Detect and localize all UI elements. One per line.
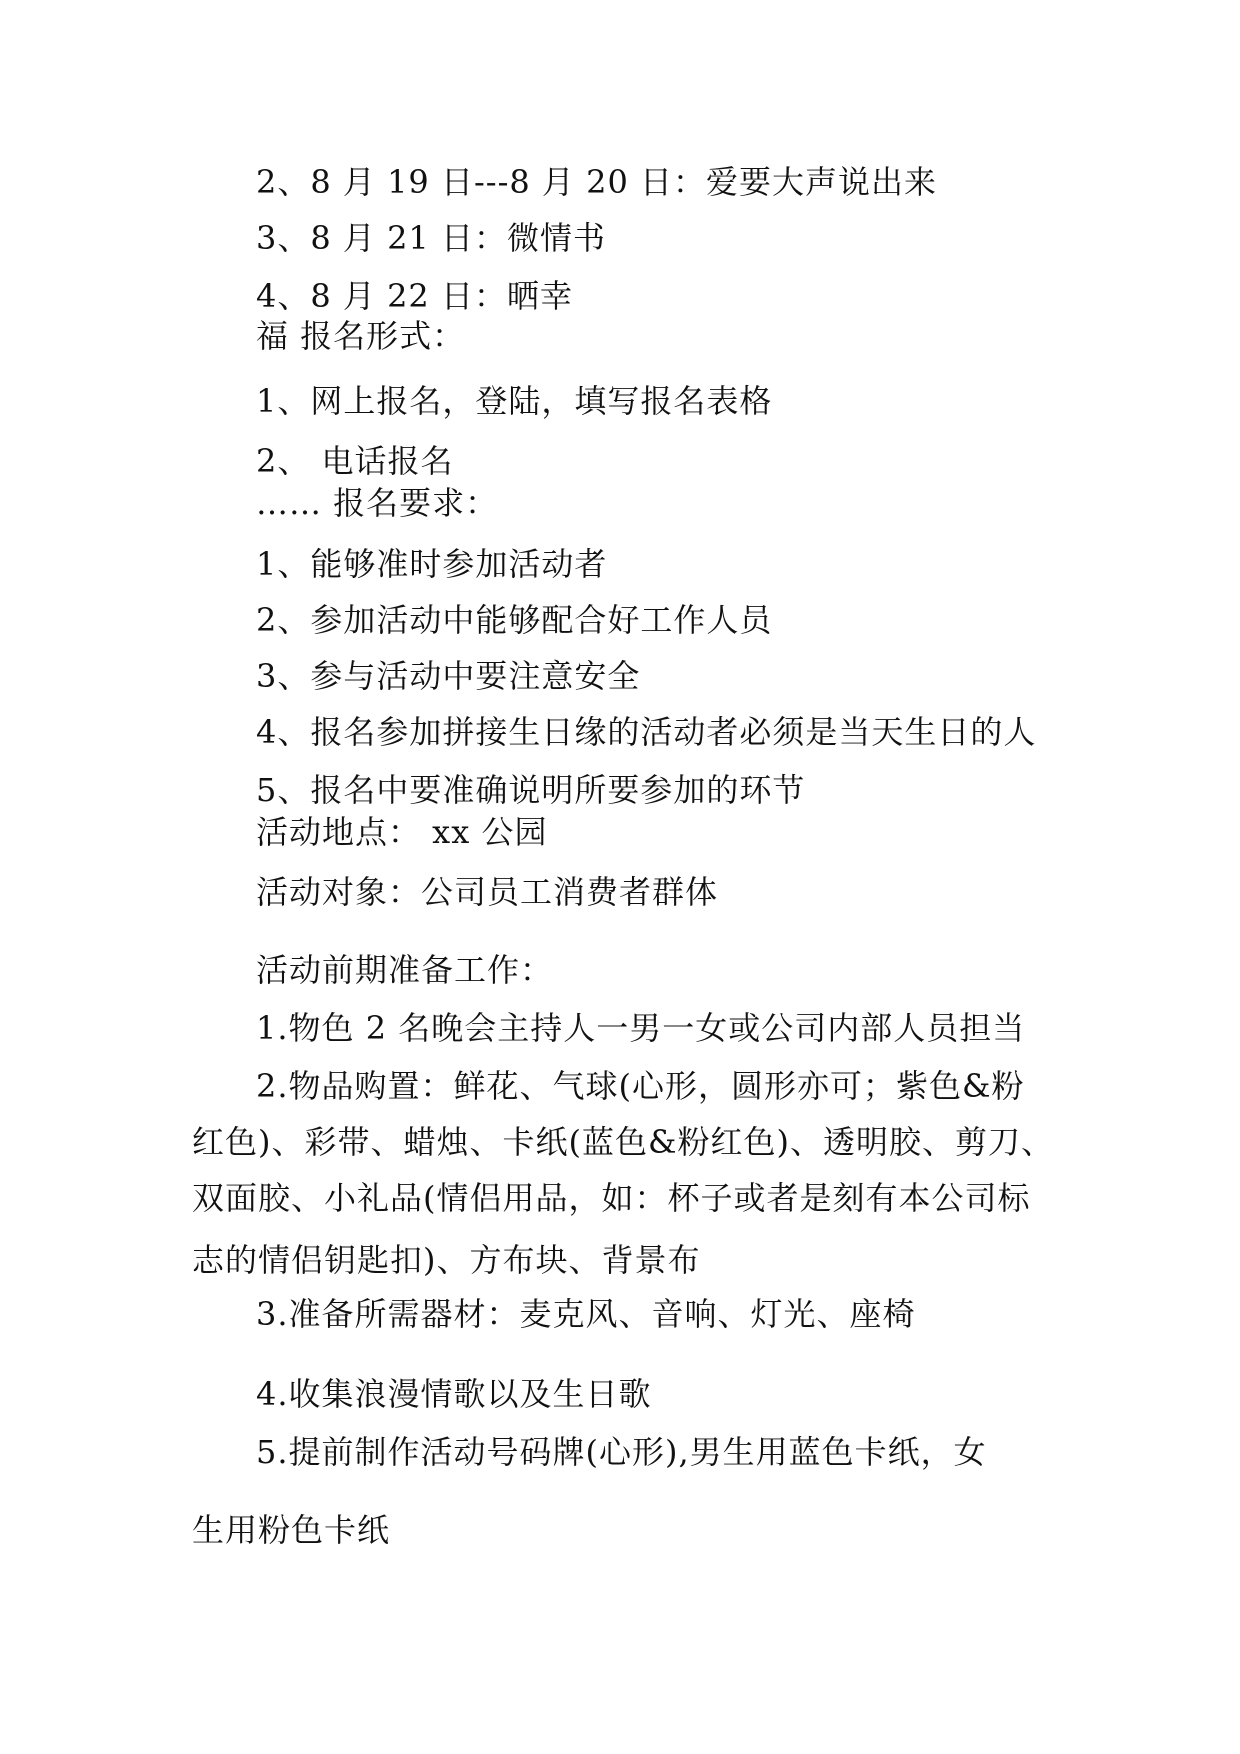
signup-requirement-5: 5、报名中要准确说明所要参加的环节 bbox=[256, 771, 806, 809]
schedule-item-2: 2、8 月 19 日---8 月 20 日：爱要大声说出来 bbox=[256, 163, 937, 201]
schedule-item-4: 4、8 月 22 日：晒幸 bbox=[256, 277, 573, 315]
signup-form-item-1: 1、网上报名，登陆，填写报名表格 bbox=[256, 382, 773, 420]
audience: 活动对象：公司员工消费者群体 bbox=[256, 873, 719, 911]
venue: 活动地点： xx 公园 bbox=[256, 813, 548, 851]
signup-requirement-4: 4、报名参加拼接生日缘的活动者必须是当天生日的人 bbox=[256, 713, 1037, 751]
preparation-item-1: 1.物色 2 名晚会主持人一男一女或公司内部人员担当 bbox=[256, 1009, 1026, 1047]
preparation-item-4: 4.收集浪漫情歌以及生日歌 bbox=[256, 1375, 652, 1413]
preparation-heading: 活动前期准备工作： bbox=[256, 951, 554, 989]
signup-requirement-2: 2、参加活动中能够配合好工作人员 bbox=[256, 601, 773, 639]
schedule-item-3: 3、8 月 21 日：微情书 bbox=[256, 219, 606, 257]
signup-form-item-2-continued: …… 报名要求： bbox=[256, 484, 499, 522]
schedule-item-4-continued: 福 报名形式： bbox=[256, 317, 466, 355]
signup-requirement-1: 1、能够准时参加活动者 bbox=[256, 545, 608, 583]
preparation-item-2-line-2: 红色)、彩带、蜡烛、卡纸(蓝色&粉红色)、透明胶、剪刀、 bbox=[192, 1123, 1054, 1161]
signup-requirement-3: 3、参与活动中要注意安全 bbox=[256, 657, 641, 695]
preparation-item-2-line-4: 志的情侣钥匙扣)、方布块、背景布 bbox=[192, 1241, 701, 1279]
preparation-item-5-line-2: 生用粉色卡纸 bbox=[192, 1511, 391, 1549]
preparation-item-2-line-3: 双面胶、小礼品(情侣用品，如：杯子或者是刻有本公司标 bbox=[192, 1179, 1031, 1217]
preparation-item-3: 3.准备所需器材：麦克风、音响、灯光、座椅 bbox=[256, 1295, 916, 1333]
preparation-item-2-line-1: 2.物品购置：鲜花、气球(心形，圆形亦可；紫色&粉 bbox=[256, 1067, 1025, 1105]
preparation-item-5-line-1: 5.提前制作活动号码牌(心形),男生用蓝色卡纸，女 bbox=[256, 1433, 987, 1471]
signup-form-item-2: 2、 电话报名 bbox=[256, 442, 454, 480]
